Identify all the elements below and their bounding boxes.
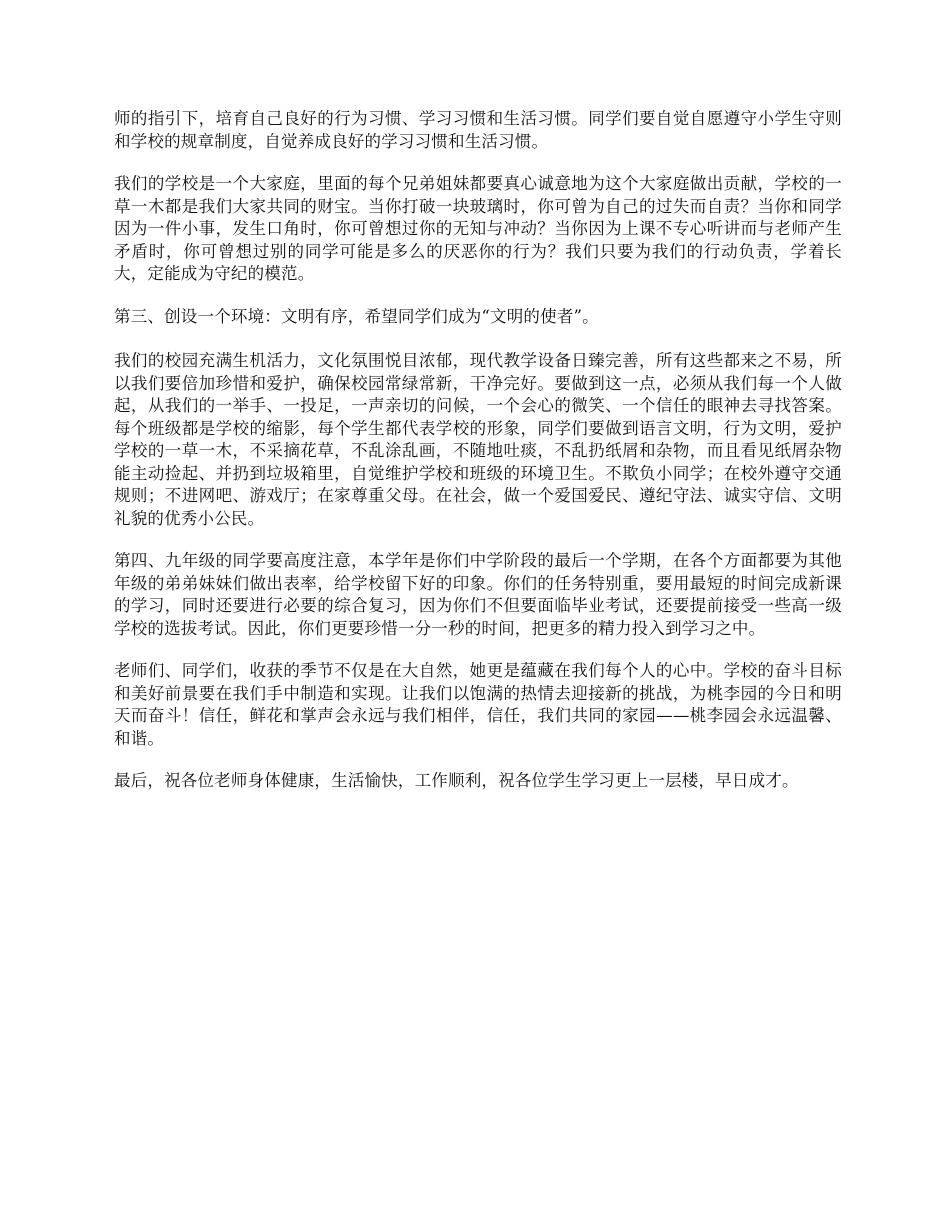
paragraph-third-environment: 第三、创设一个环境：文明有序，希望同学们成为“文明的使者”。	[114, 306, 599, 326]
paragraph-closing-wishes: 最后，祝各位老师身体健康，生活愉快，工作顺利，祝各位学生学习更上一层楼，早日成才。	[114, 771, 799, 790]
paragraph-harvest-season: 老师们、同学们，收获的季节不仅是在大自然，她更是蕴藏在我们每个人的心中。学校的奋斗目标和美好前景要在我们手中制造和实现。让我们以饱满的热情去迎接新的挑战，为桃李园的今日和明天而奋斗！信任，鲜花和掌声会永远与我们相伴，信任，我们共同的家园——桃李园会永远温馨、和谐。	[114, 661, 842, 748]
paragraph-campus-civility: 我们的校园充满生机活力，文化氛围悦目浓郁，现代教学设备日臻完善，所有这些都来之不易，所以我们要倍加珍惜和爱护，确保校园常绿常新，干净完好。要做到这一点，必须从我们每一个人做起，从我们的一举手、一投足，一声亲切的问候，一个会心的微笑、一个信任的眼神去寻找答案。每个班级都是学校的缩影，每个学生都代表学校的形象，同学们要做到语言文明，行为文明，爱护学校的一草一木，不采摘花草，不乱涂乱画，不随地吐痰，不乱扔纸屑和杂物，而且看见纸屑杂物能主动捡起、并扔到垃圾箱里，自觉维护学校和班级的环境卫生。不欺负小同学；在校外遵守交通规则；不进网吧、游戏厅；在家尊重父母。在社会，做一个爱国爱民、遵纪守法、诚实守信、文明礼貌的优秀小公民。	[114, 351, 842, 528]
paragraph-school-family: 我们的学校是一个大家庭，里面的每个兄弟姐妹都要真心诚意地为这个大家庭做出贡献，学校的一草一木都是我们大家共同的财宝。当你打破一块玻璃时，你可曾为自己的过失而自责？当你和同学因为一件小事，发生口角时，你可曾想过你的无知与冲动？当你因为上课不专心听讲而与老师产生矛盾时，你可曾想过别的同学可能是多么的厌恶你的行为？我们只要为我们的行动负责，学着长大，定能成为守纪的模范。	[114, 174, 842, 283]
document-body	[114, 108, 842, 813]
paragraph-fourth-grade-nine: 第四、九年级的同学要高度注意，本学年是你们中学阶段的最后一个学期，在各个方面都要为其他年级的弟弟妹妹们做出表率，给学校留下好的印象。你们的任务特别重，要用最短的时间完成新课的学习，同时还要进行必要的综合复习，因为你们不但要面临毕业考试，还要提前接受一些高一级学校的选拔考试。因此，你们更要珍惜一分一秒的时间，把更多的精力投入到学习之中。	[114, 551, 842, 638]
paragraph-habits: 师的指引下，培育自己良好的行为习惯、学习习惯和生活习惯。同学们要自觉自愿遵守小学生守则和学校的规章制度，自觉养成良好的学习习惯和生活习惯。	[114, 109, 842, 151]
